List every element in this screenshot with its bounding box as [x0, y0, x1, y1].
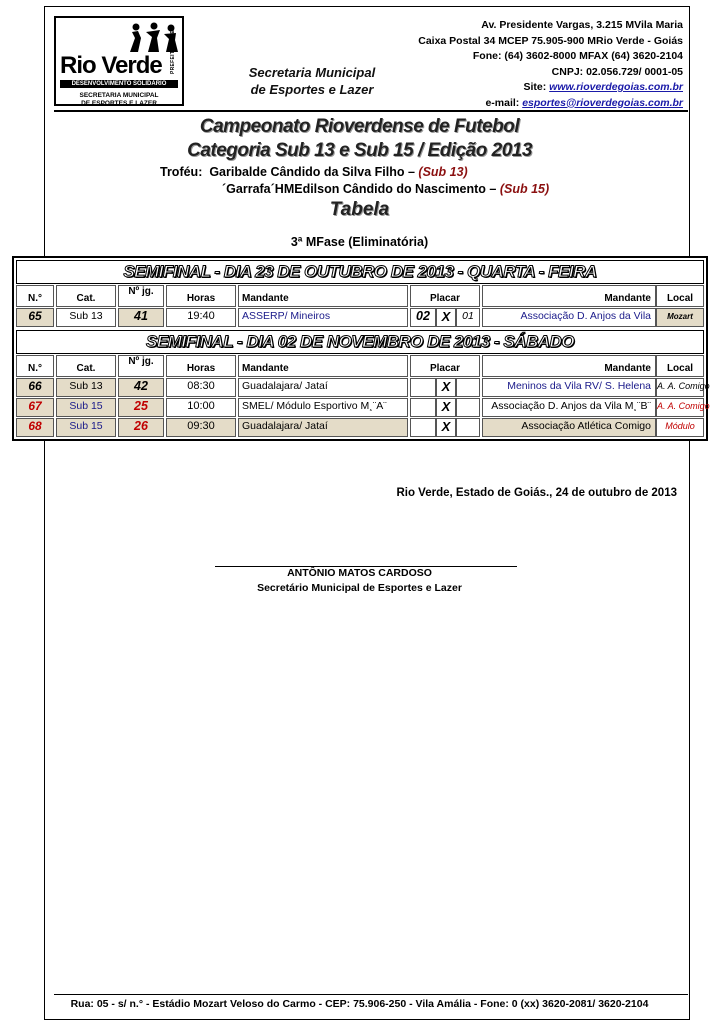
game-number: 25 [118, 398, 164, 417]
header-jg: Nº jg. [118, 285, 164, 307]
trophy-line1 [160, 164, 549, 181]
match-local: A. A. Comigo [656, 398, 704, 417]
score-home: 02 [410, 308, 436, 327]
game-number: 26 [118, 418, 164, 437]
trophy-line1-text: Garibalde Cândido da Silva Filho – [209, 165, 415, 179]
tabela-heading: Tabela [329, 199, 390, 220]
date-line: Rio Verde, Estado de Goiás., 24 de outubro de 2013 [396, 487, 677, 499]
schedule-table [12, 256, 708, 441]
secretaria-line2: de Esportes e Lazer [250, 82, 374, 97]
logo-secretaria [60, 92, 178, 108]
score-home [410, 418, 436, 437]
away-team: Meninos da Vila RV/ S. Helena [482, 378, 656, 397]
home-team: Guadalajara/ Jataí [238, 378, 408, 397]
logo-sec-line2: DE ESPORTES E LAZER [81, 100, 157, 107]
signature-name: ANTÔNIO MATOS CARDOSO [287, 567, 432, 579]
logo-name: Rio Verde [60, 52, 162, 79]
logo-prefeitura: PREFEITURA DE [170, 30, 176, 74]
contact-fone: Fone: (64) 3602-8000 MFAX (64) 3620-2104 [472, 50, 683, 62]
match-local: Mozart [656, 308, 704, 327]
secretaria-heading [228, 64, 396, 98]
contact-cnpj: CNPJ: 02.056.729/ 0001-05 [551, 65, 683, 78]
header-cat: Cat. [56, 355, 116, 377]
match-number: 65 [16, 308, 54, 327]
trophy-line1-cat: (Sub 13) [418, 165, 468, 179]
header-horas: Horas [166, 355, 236, 377]
away-team: Associação D. Anjos da Vila M¸¨B¨ [482, 398, 656, 417]
header-divider [54, 110, 688, 112]
secretaria-line1: Secretaria Municipal [248, 65, 376, 80]
header-mandante: Mandante [238, 355, 408, 377]
trophy-line2-cat: (Sub 15) [499, 182, 550, 196]
section-banner: SEMIFINAL - DIA 23 DE OUTUBRO DE 2013 - QUARTA - FEIRA [16, 260, 704, 284]
score-separator: X [436, 308, 456, 327]
away-team: Associação Atlética Comigo [482, 418, 656, 437]
header-placar: Placar [410, 355, 480, 377]
home-team: SMEL/ Módulo Esportivo M¸¨A¨ [238, 398, 408, 417]
match-category: Sub 13 [56, 308, 116, 327]
footer-address: Rua: 05 - s/ n.° - Estádio Mozart Veloso do Carmo - CEP: 75.906-250 - Vila Amália - Fone: 0 (xx) 3620-2081/ 3620-2104 [70, 998, 649, 1010]
logo-tagline: DESENVOLVIMENTO SOLIDÁRIO [60, 80, 178, 88]
score-separator: X [436, 398, 456, 417]
match-local: Módulo [656, 418, 704, 437]
contact-caixa: Caixa Postal 34 MCEP 75.905-900 MRio Verde - Goiás [418, 34, 683, 47]
score-separator: X [436, 418, 456, 437]
score-separator: X [436, 378, 456, 397]
home-team: Guadalajara/ Jataí [238, 418, 408, 437]
header-mandante-away: Mandante [482, 285, 656, 307]
score-away [456, 418, 480, 437]
header-mandante: Mandante [238, 285, 408, 307]
site-link[interactable]: www.rioverdegoias.com.br [549, 81, 683, 93]
site-label: Site: [523, 81, 547, 93]
email-label: e-mail: [485, 96, 520, 109]
match-category: Sub 13 [56, 378, 116, 397]
header-local: Local [656, 355, 704, 377]
match-number: 68 [16, 418, 54, 437]
score-away [456, 398, 480, 417]
title-championship: Campeonato Rioverdense de Futebol [199, 116, 520, 137]
match-time: 09:30 [166, 418, 236, 437]
header-num: N.° [16, 355, 54, 377]
logo-sec-line1: SECRETARIA MUNICIPAL [79, 92, 159, 99]
header-mandante-away: Mandante [482, 355, 656, 377]
phase-heading: 3ª MFase (Eliminatória) [290, 235, 429, 249]
contact-block [418, 18, 683, 111]
score-away [456, 378, 480, 397]
header-horas: Horas [166, 285, 236, 307]
signature-role: Secretário Municipal de Esportes e Lazer [257, 582, 462, 594]
rio-verde-logo [54, 16, 184, 106]
game-number: 41 [118, 308, 164, 327]
home-team: ASSERP/ Mineiros [238, 308, 408, 327]
trophy-line2-text: ´Garrafa´HMEdilson Cândido do Nascimento – [222, 182, 497, 196]
title-category: Categoria Sub 13 e Sub 15 / Edição 2013 [187, 140, 532, 161]
footer-divider [54, 994, 688, 995]
header-jg: Nº jg. [118, 355, 164, 377]
trophy-label: Troféu: [160, 165, 203, 179]
header-num: N.° [16, 285, 54, 307]
contact-site [418, 80, 683, 96]
email-link[interactable]: esportes@rioverdegoias.com.br [522, 96, 683, 109]
section-banner: SEMIFINAL - DIA 02 DE NOVEMBRO DE 2013 - SÁBADO [16, 330, 704, 354]
contact-email [418, 96, 683, 112]
score-home [410, 378, 436, 397]
score-home [410, 398, 436, 417]
match-category: Sub 15 [56, 398, 116, 417]
match-category: Sub 15 [56, 418, 116, 437]
trophy-line2 [160, 181, 549, 198]
match-number: 67 [16, 398, 54, 417]
header-local: Local [656, 285, 704, 307]
match-local: A. A. Comigo [656, 378, 704, 397]
header-placar: Placar [410, 285, 480, 307]
contact-address: Av. Presidente Vargas, 3.215 MVila Maria [481, 19, 683, 31]
header-cat: Cat. [56, 285, 116, 307]
match-time: 19:40 [166, 308, 236, 327]
match-number: 66 [16, 378, 54, 397]
game-number: 42 [118, 378, 164, 397]
score-away: 01 [456, 308, 480, 327]
trophy-block [160, 164, 549, 198]
away-team: Associação D. Anjos da Vila [482, 308, 656, 327]
match-time: 10:00 [166, 398, 236, 417]
match-time: 08:30 [166, 378, 236, 397]
